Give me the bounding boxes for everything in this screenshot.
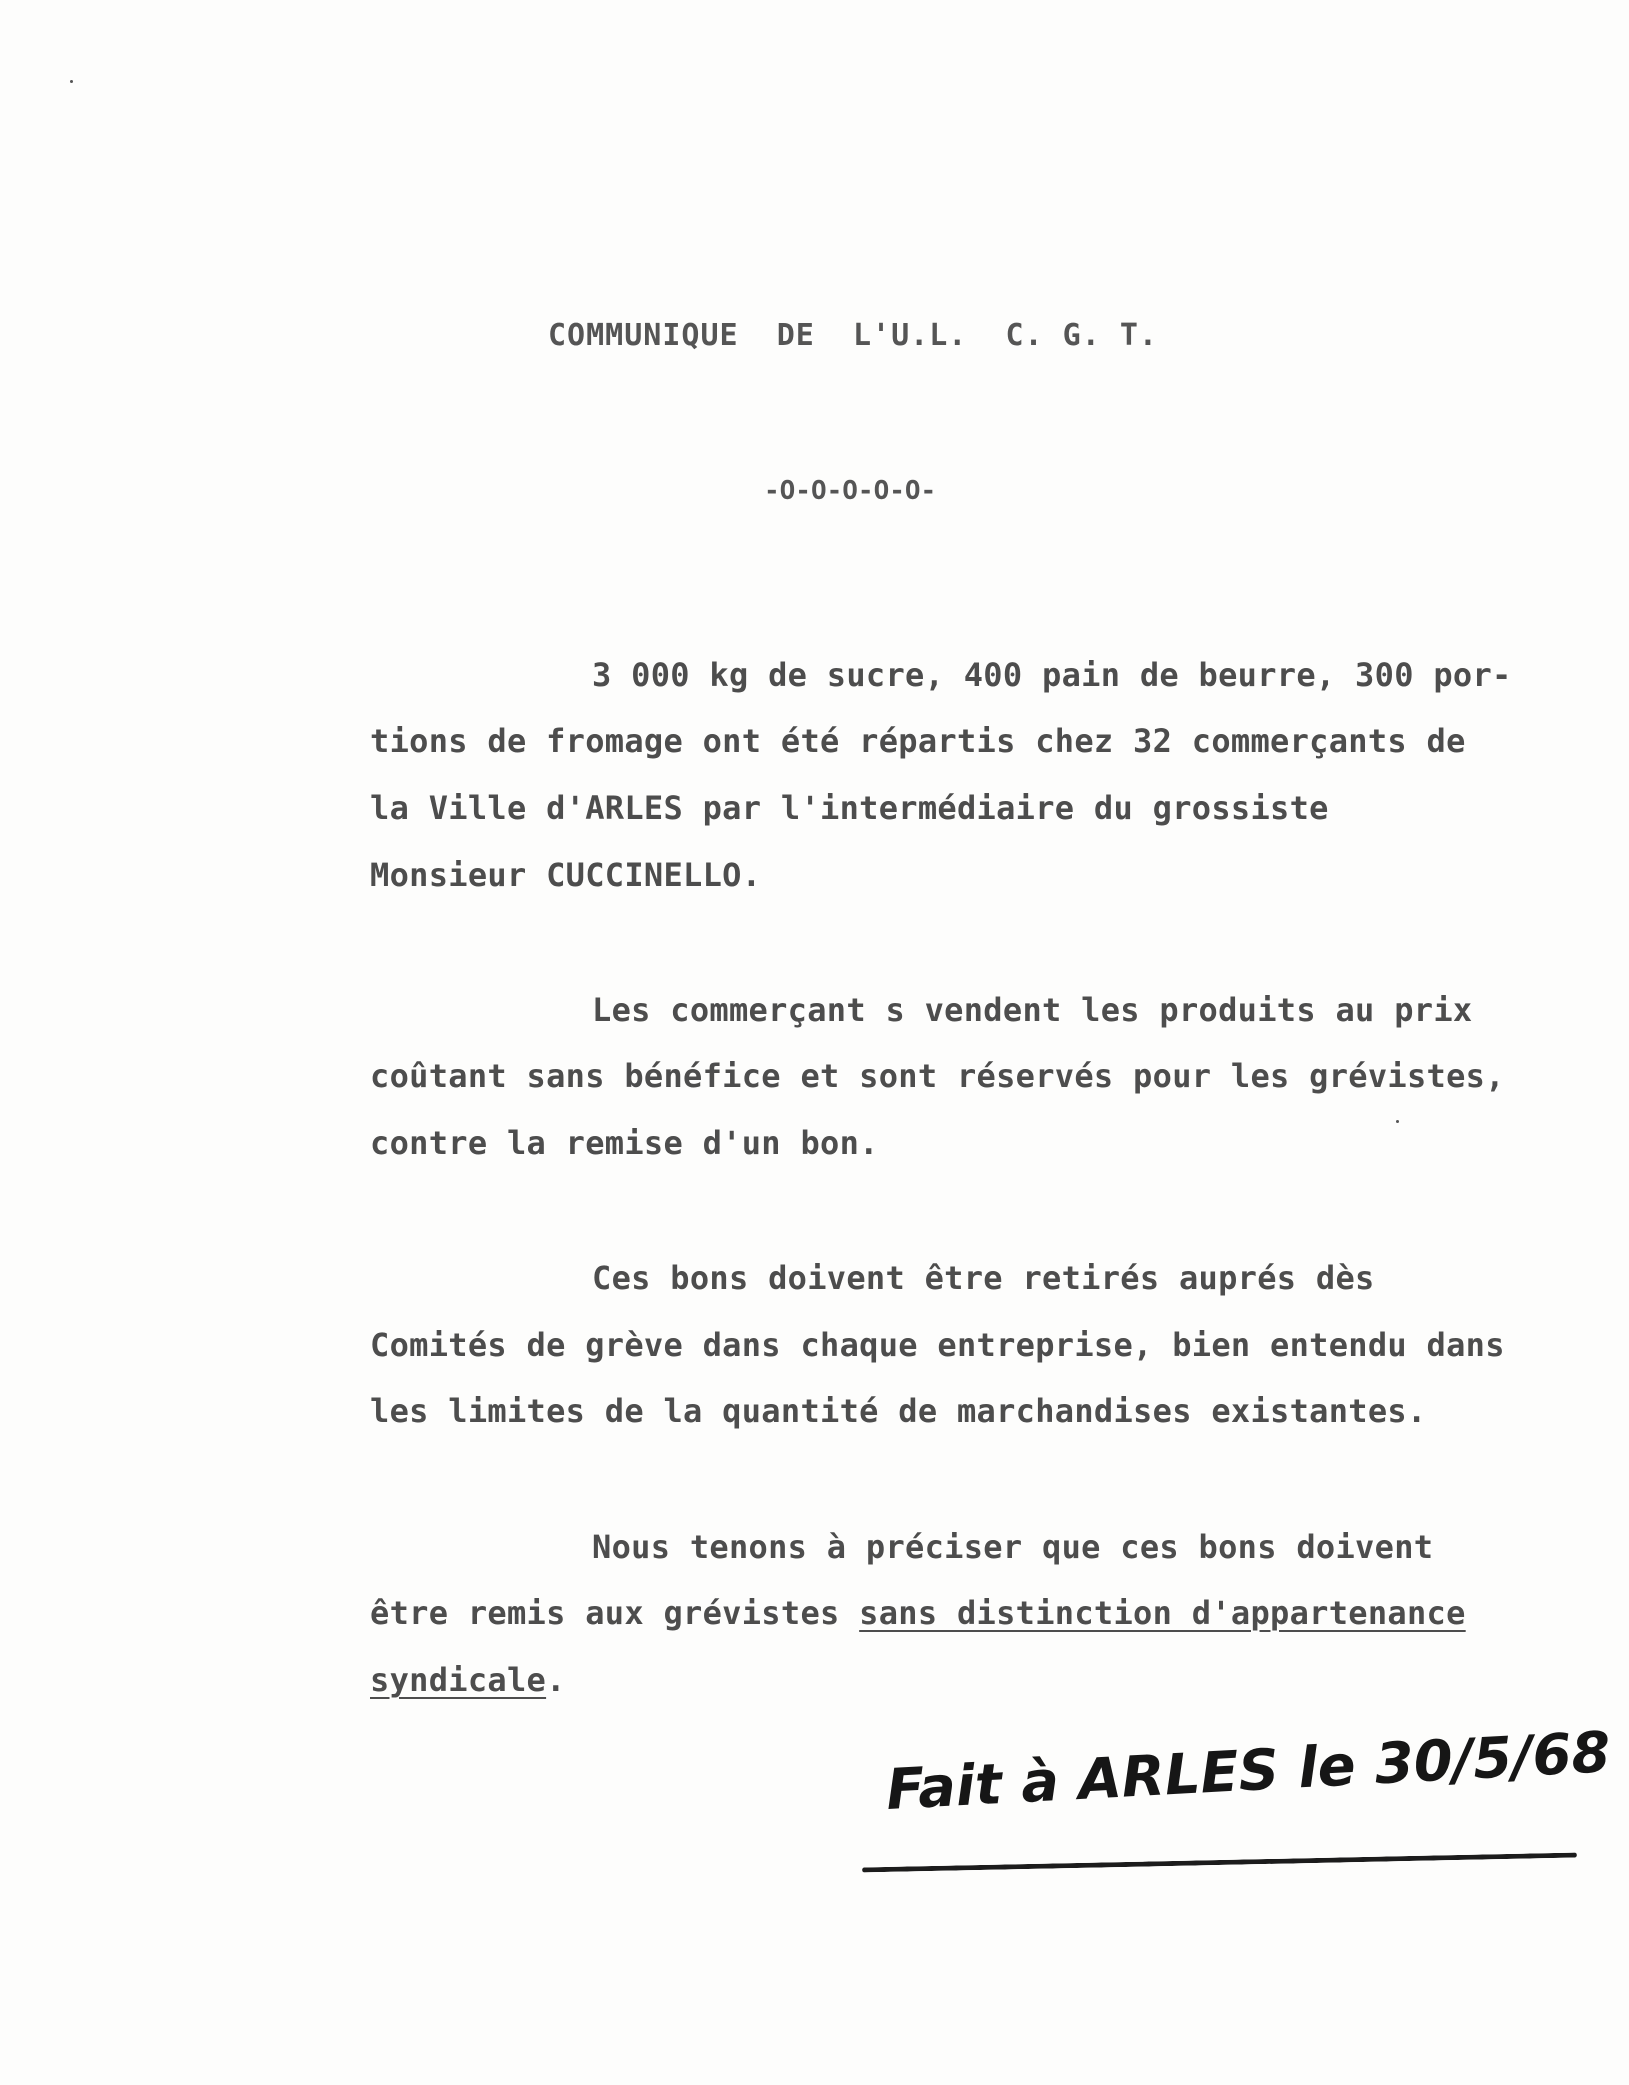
paragraph-3-line-1: Ces bons doivent être retirés auprés dès: [592, 1259, 1375, 1297]
paragraph-4-text: être remis aux grévistes: [370, 1594, 860, 1632]
paragraph-4-line-1: Nous tenons à préciser que ces bons doivent: [592, 1528, 1434, 1566]
signature-underline: [862, 1853, 1577, 1873]
paragraph-3-line-3: les limites de la quantité de marchandises existantes.: [370, 1392, 1427, 1430]
paragraph-3-line-2: Comités de grève dans chaque entreprise, bien entendu dans: [370, 1326, 1505, 1364]
paragraph-4-line-2: [370, 1594, 1466, 1632]
paragraph-1-line-1: 3 000 kg de sucre, 400 pain de beurre, 300 por-: [592, 656, 1512, 694]
paragraph-1-line-4: Monsieur CUCCINELLO.: [370, 856, 762, 894]
paragraph-1-line-3: la Ville d'ARLES par l'intermédiaire du grossiste: [370, 789, 1329, 827]
underlined-emphasis: sans distinction d'appartenance: [859, 1594, 1466, 1632]
paper-speck: [70, 80, 73, 83]
underlined-emphasis-end: syndicale: [370, 1661, 547, 1699]
paragraph-2-line-3: contre la remise d'un bon.: [370, 1124, 879, 1162]
paragraph-4-line-3: [370, 1661, 566, 1699]
paragraph-1-line-2: tions de fromage ont été répartis chez 32 commerçants de: [370, 722, 1466, 760]
paragraph-2-line-2: coûtant sans bénéfice et sont réservés pour les grévistes,: [370, 1057, 1505, 1095]
closing-period: .: [546, 1661, 566, 1699]
paper-speck: [1396, 1120, 1399, 1123]
document-title: COMMUNIQUE DE L'U.L. C. G. T.: [548, 318, 1158, 353]
paragraph-2-line-1: Les commerçant s vendent les produits au prix: [592, 991, 1473, 1029]
title-separator: -O-O-O-O-O-: [764, 476, 937, 506]
handwritten-signature: Fait à ARLES le 30/5/68: [884, 1720, 1613, 1823]
